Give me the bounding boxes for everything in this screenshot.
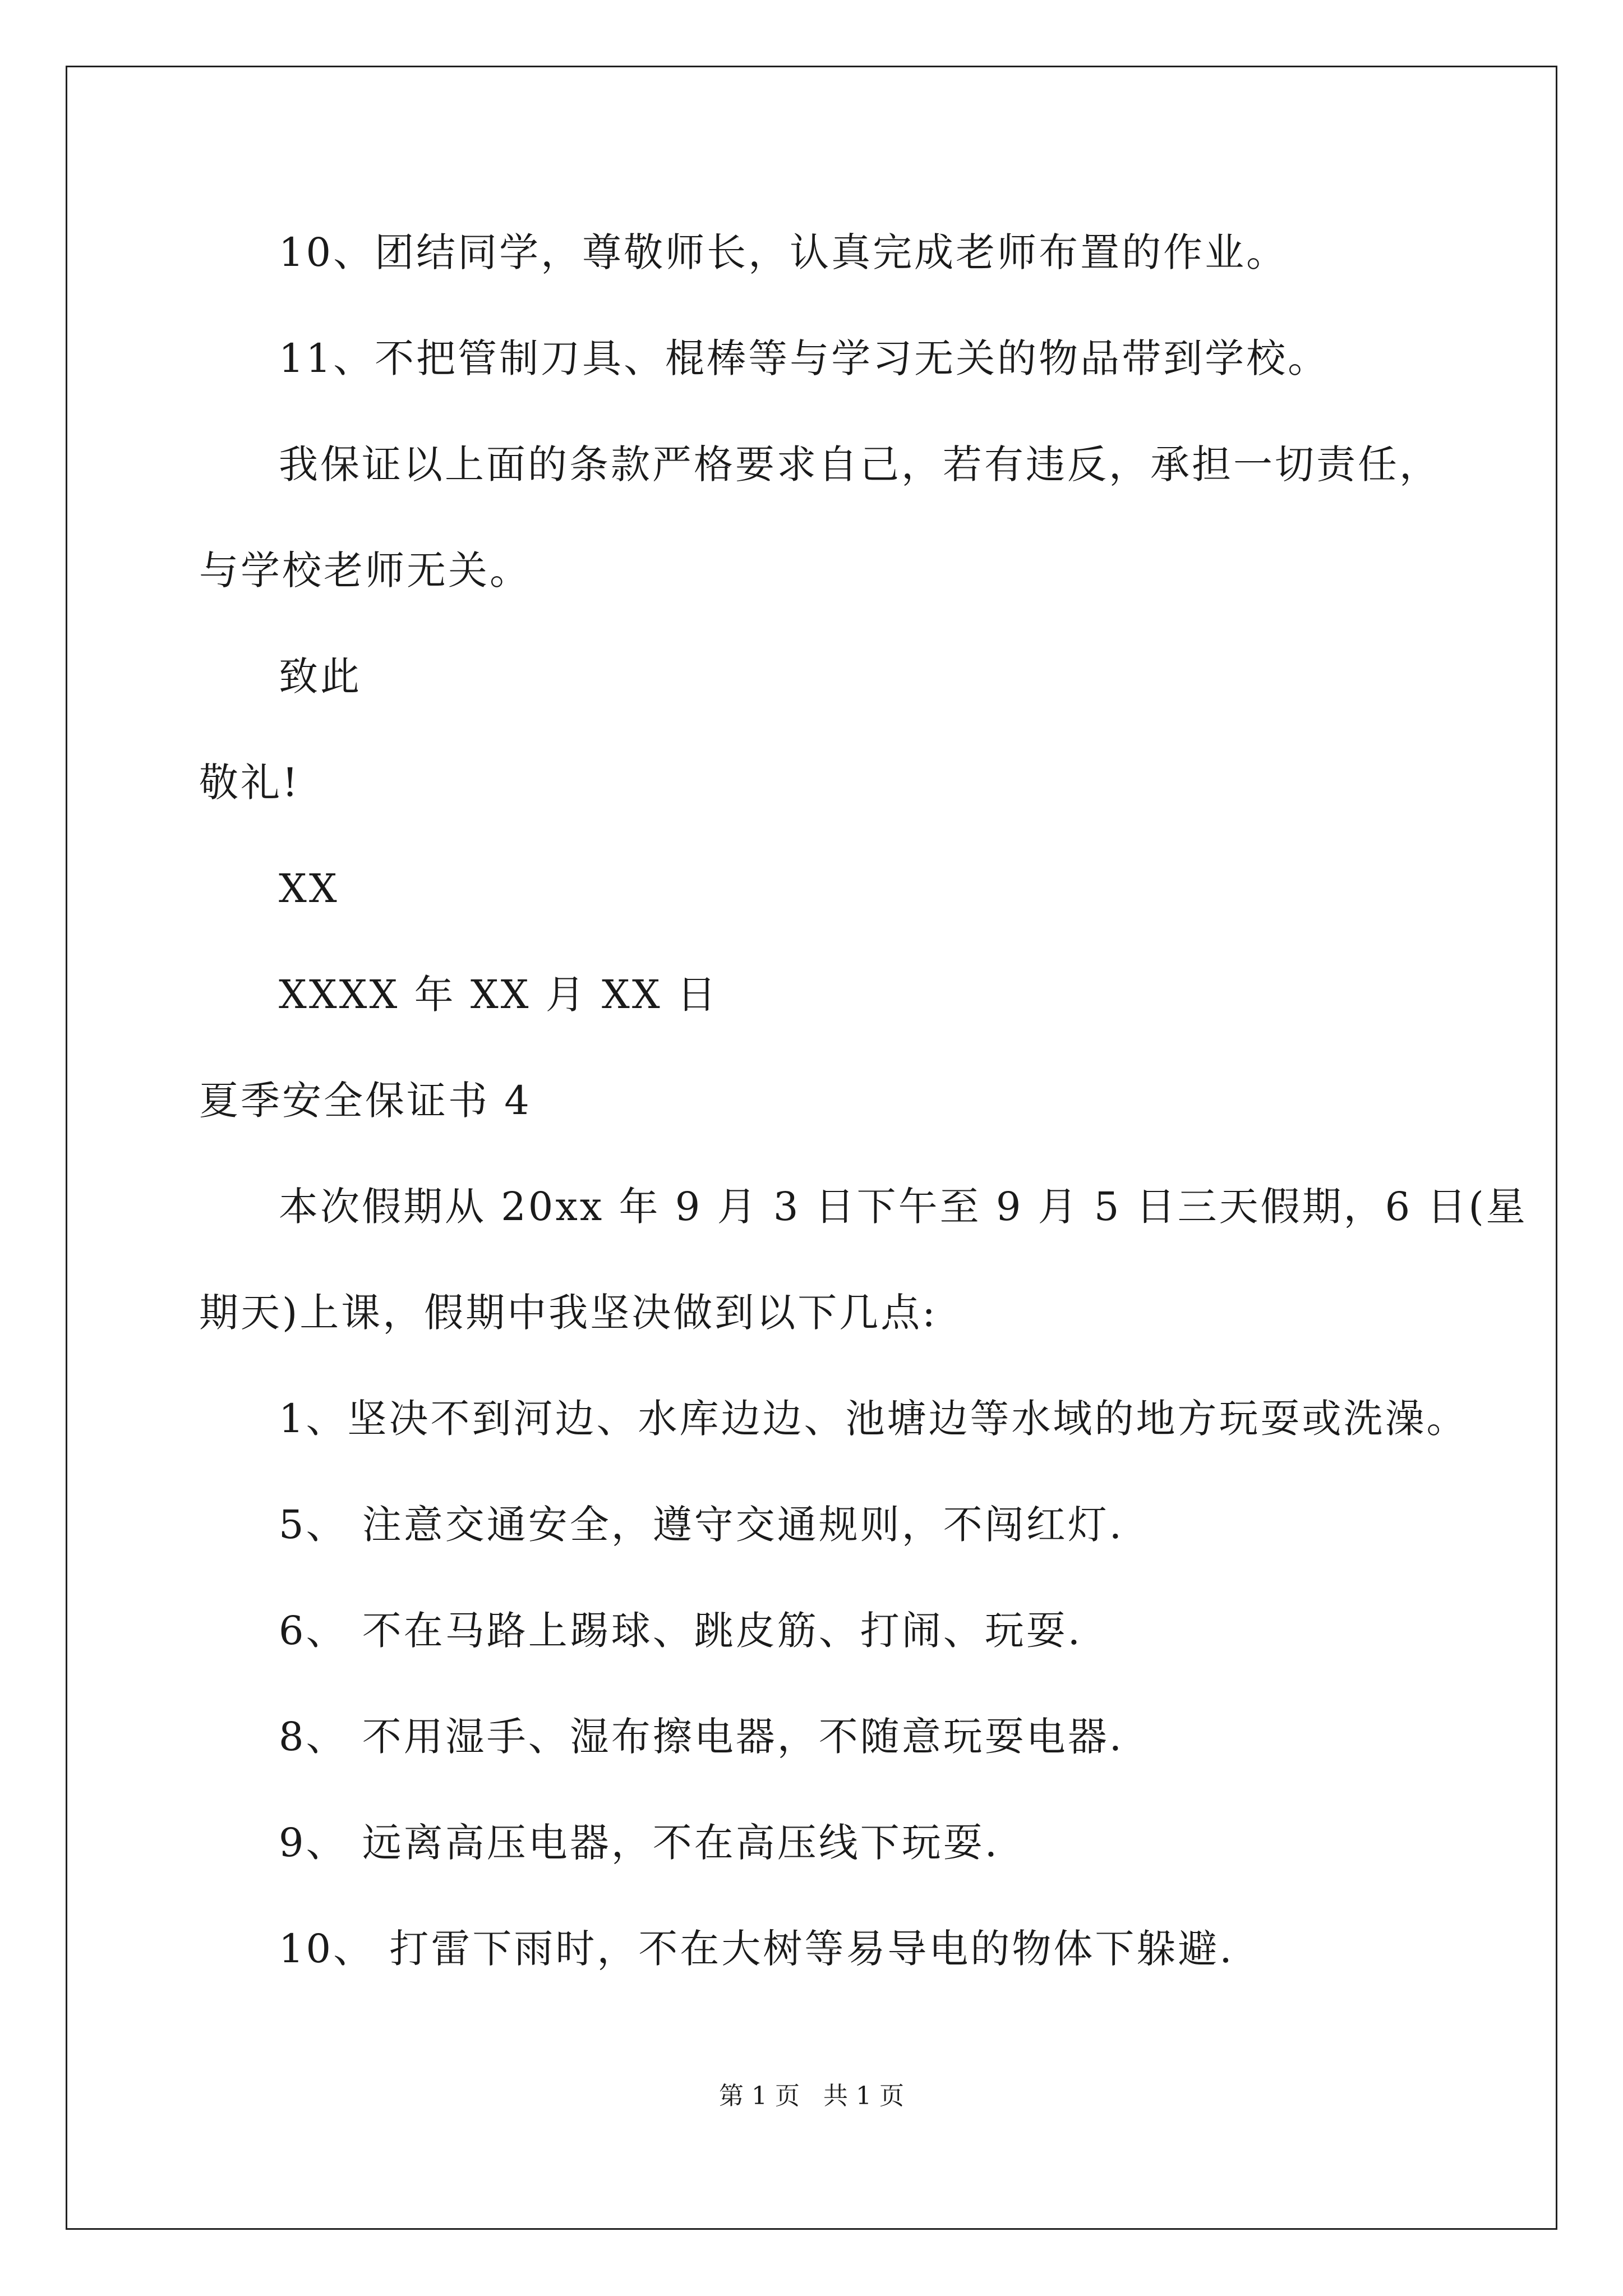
text-line-intro: 本次假期从 20xx 年 9 月 3 日下午至 9 月 5 日三天假期，6 日(星 xyxy=(279,1184,1528,1230)
text-line-rule-10: 10、团结同学，尊敬师长，认真完成老师布置的作业。 xyxy=(279,229,1288,275)
text-line-item-9: 9、 远离高压电器，不在高压线下玩耍. xyxy=(279,1820,1000,1866)
text-line-salute: 敬礼! xyxy=(199,760,301,806)
text-line-date: XXXX 年 XX 月 XX 日 xyxy=(279,972,718,1018)
text-line-signature: XX xyxy=(279,866,339,912)
text-line-item-6: 6、 不在马路上踢球、跳皮筋、打闹、玩耍. xyxy=(279,1608,1083,1654)
text-line-item-8: 8、 不用湿手、湿布擦电器，不随意玩耍电器. xyxy=(279,1714,1124,1760)
text-line-pledge-continued: 与学校老师无关。 xyxy=(199,547,531,593)
page-footer: 第 1 页 共 1 页 xyxy=(719,2082,904,2110)
text-line-item-1: 1、坚决不到河边、水库边边、池塘边等水域的地方玩耍或洗澡。 xyxy=(279,1396,1468,1442)
section-heading: 夏季安全保证书 4 xyxy=(199,1078,532,1124)
text-line-pledge: 我保证以上面的条款严格要求自己，若有违反，承担一切责任， xyxy=(279,441,1441,487)
text-line-item-5: 5、 注意交通安全，遵守交通规则，不闯红灯. xyxy=(279,1502,1124,1548)
text-line-item-10: 10、 打雷下雨时，不在大树等易导电的物体下躲避. xyxy=(279,1926,1234,1972)
page-border xyxy=(66,66,1557,2230)
text-line-rule-11: 11、不把管制刀具、棍棒等与学习无关的物品带到学校。 xyxy=(279,335,1330,381)
text-line-closing: 致此 xyxy=(279,654,362,700)
text-line-intro-continued: 期天)上课，假期中我坚决做到以下几点: xyxy=(199,1290,938,1336)
